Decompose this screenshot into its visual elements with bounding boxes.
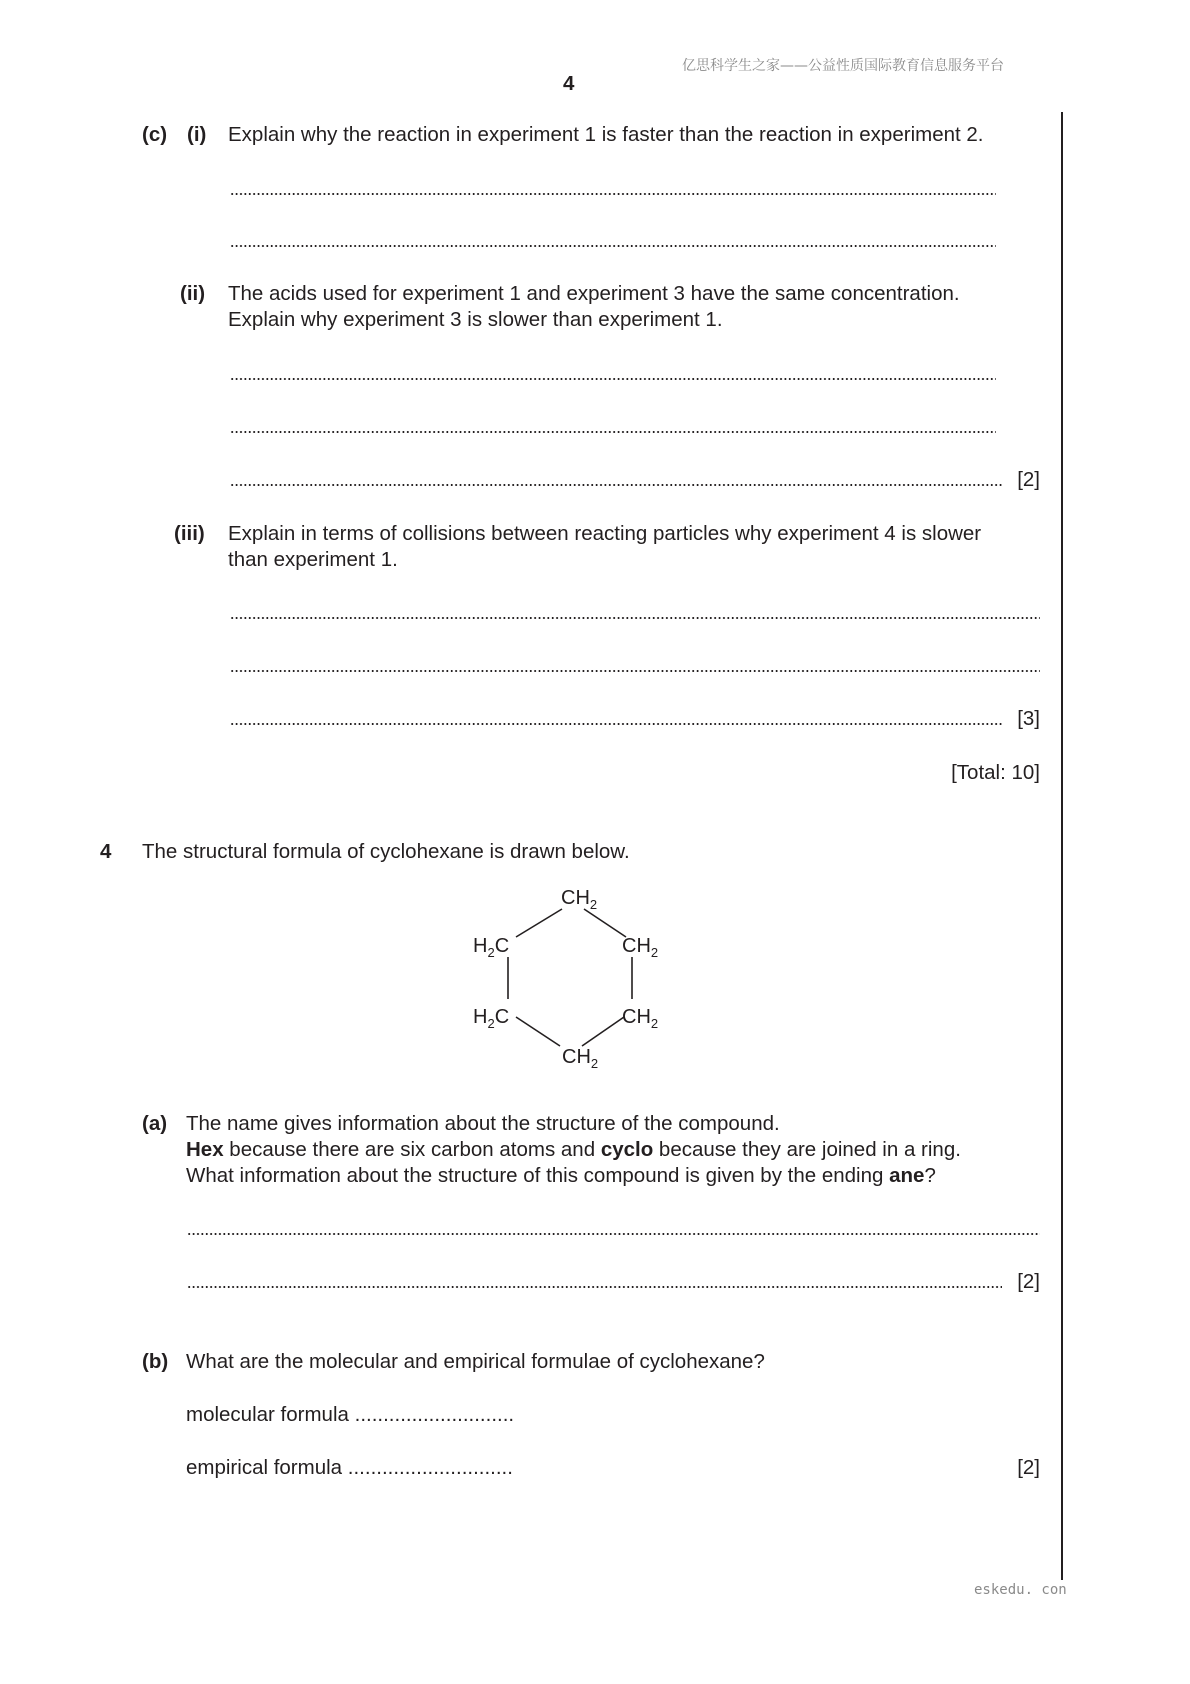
answer-line[interactable] <box>230 431 996 433</box>
mark-allocation: [2] <box>1017 468 1040 491</box>
footer-watermark: eskedu. con <box>974 1582 1067 1598</box>
bond <box>516 909 562 937</box>
question-number: 4 <box>100 840 112 863</box>
atom-label-upper-right: $CH_2$ <box>622 935 659 960</box>
answer-line[interactable] <box>187 1233 1040 1235</box>
part-c-iii-line2: than experiment 1. <box>228 548 398 571</box>
mark-allocation: [2] <box>1017 1270 1040 1293</box>
atom-label-lower-right: $CH_2$ <box>622 1006 659 1031</box>
page-number: 4 <box>563 72 575 95</box>
header-watermark: 亿思科学生之家——公益性质国际教育信息服务平台 <box>682 58 1004 74</box>
bond <box>584 909 626 937</box>
atom-label-lower-left: $H_2C$ <box>473 1006 510 1031</box>
part-a-label: (a) <box>142 1112 168 1135</box>
part-c-label: (c) <box>142 123 168 146</box>
part-a-line3: What information about the structure of this compound is given by the ending ane? <box>186 1164 936 1187</box>
part-c-ii-label: (ii) <box>180 282 206 305</box>
question-total: [Total: 10] <box>951 761 1040 784</box>
margin-rule <box>1061 112 1063 1580</box>
part-c-ii-line1: The acids used for experiment 1 and experiment 3 have the same concentration. <box>228 282 960 305</box>
answer-line[interactable] <box>230 617 1040 619</box>
part-c-ii-line2: Explain why experiment 3 is slower than experiment 1. <box>228 308 723 331</box>
answer-line[interactable] <box>230 378 996 380</box>
answer-line[interactable] <box>230 723 1002 725</box>
q4-intro: The structural formula of cyclohexane is drawn below. <box>142 840 630 863</box>
part-c-i-label: (i) <box>187 123 207 146</box>
answer-line[interactable] <box>230 193 996 195</box>
part-a-line1: The name gives information about the structure of the compound. <box>186 1112 780 1135</box>
mark-allocation: [3] <box>1017 707 1040 730</box>
atom-label-upper-left: $H_2C$ <box>473 935 510 960</box>
molecular-formula-field[interactable]: molecular formula ............................ <box>186 1403 515 1426</box>
bond <box>582 1017 624 1046</box>
answer-line[interactable] <box>230 484 1002 486</box>
part-c-i-question: Explain why the reaction in experiment 1 is faster than the reaction in experiment 2. <box>228 123 984 146</box>
mark-allocation: [2] <box>1017 1456 1040 1479</box>
answer-line[interactable] <box>230 245 996 247</box>
answer-line[interactable] <box>230 670 1040 672</box>
empirical-formula-field[interactable]: empirical formula ............................. <box>186 1456 513 1479</box>
part-a-line2: Hex because there are six carbon atoms and cyclo because they are joined in a ring. <box>186 1138 961 1161</box>
atom-label-top: $CH_2$ <box>561 887 598 912</box>
answer-line[interactable] <box>187 1286 1002 1288</box>
part-c-iii-label: (iii) <box>174 522 205 545</box>
part-c-iii-line1: Explain in terms of collisions between reacting particles why experiment 4 is slower <box>228 522 982 545</box>
bond <box>516 1017 560 1046</box>
cyclohexane-structure <box>460 880 680 1080</box>
atom-label-bottom: $CH_2$ <box>562 1046 599 1071</box>
part-b-label: (b) <box>142 1350 169 1373</box>
part-b-question: What are the molecular and empirical formulae of cyclohexane? <box>186 1350 765 1373</box>
